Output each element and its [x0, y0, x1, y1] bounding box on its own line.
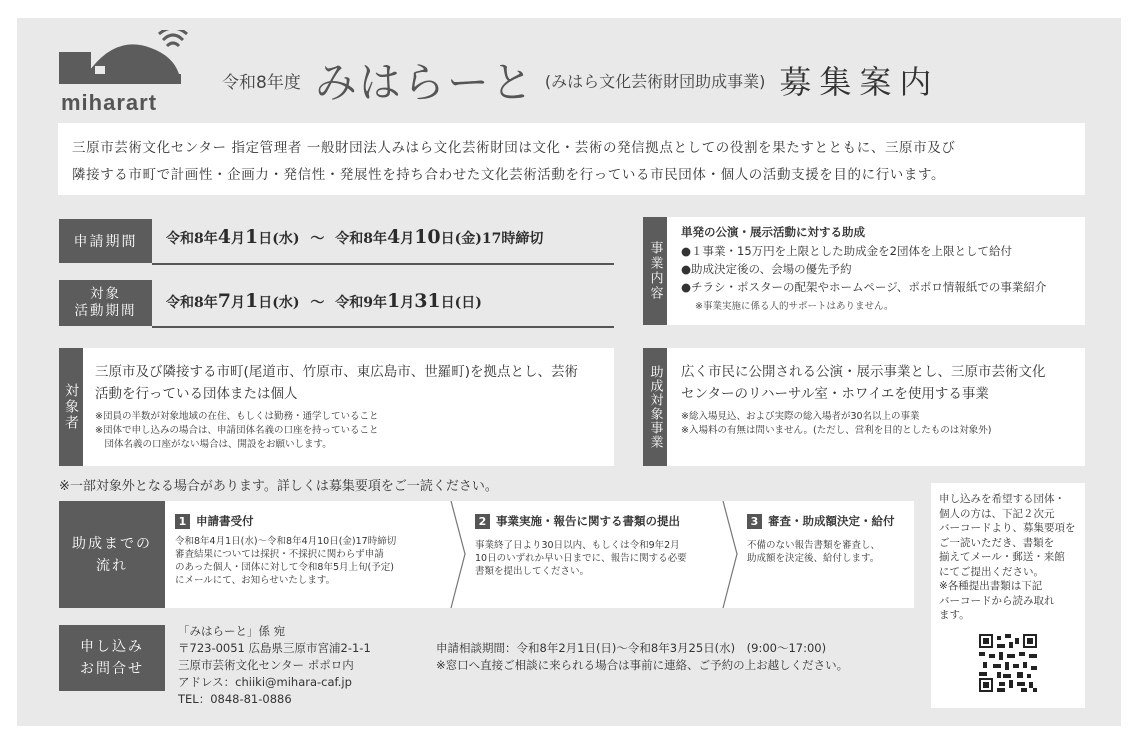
act-start-prefix: 令和8年 — [166, 295, 218, 311]
logo-building-icon — [55, 30, 195, 94]
sidebar-line-7: ※各種提出書類は下記 — [939, 580, 1043, 592]
flow-label — [59, 501, 165, 608]
target-label-text: 対象者 — [63, 383, 79, 431]
app-end-day: 10 — [414, 226, 441, 248]
step-2-line-3: 書類を提出してください。 — [475, 566, 590, 577]
consultation-period: 申請相談期間：令和8年2月1日(日)～令和8年3月25日(水) (9:00～17:00) — [436, 641, 827, 655]
sidebar-line-5: 揃えてメール・郵送・来館 — [939, 551, 1065, 563]
flow-step-1 — [175, 513, 450, 587]
target-main-2: 活動を行っている団体または個人 — [95, 386, 298, 402]
application-period-dates — [166, 226, 543, 248]
sidebar-line-9: ます。 — [939, 609, 970, 621]
act-end-day: 31 — [414, 290, 441, 312]
act-start-day: 1 — [244, 290, 259, 312]
title-row — [222, 50, 1102, 110]
target-note-2: ※団体で申し込みの場合は、申請団体名義の口座を持っていること — [95, 425, 379, 436]
target-business-note-1: ※総入場見込、および実際の総入場者が30名以上の事業 — [681, 411, 920, 422]
intro-line-1: 三原市芸術文化センター 指定管理者 一般財団法人みはら文化芸術財団は文化・芸術の発信拠点としての役割を果たすとともに、三原市及び — [72, 140, 956, 156]
intro-line-2: 隣接する市町で計画性・企画力・発信性・発展性を持ち合わせた文化芸術活動を行っている市民団体・個人の活動支援を目的に行います。 — [72, 167, 946, 183]
business-box — [667, 217, 1085, 325]
app-end-prefix: 令和8年 — [335, 231, 387, 247]
target-business-main-1: 広く市民に公開される公演・展示事業とし、三原市芸術文化 — [681, 364, 1046, 380]
app-start-day: 1 — [244, 226, 259, 248]
activity-label-line-2: 活動期間 — [74, 303, 137, 319]
app-separator: ～ — [310, 231, 325, 247]
flow-step-2 — [475, 513, 720, 578]
app-end-month: 4 — [386, 226, 401, 248]
act-start-suffix: 日(水) — [258, 295, 300, 311]
logo-text: miharart — [61, 90, 158, 115]
step-3-line-1: 不備のない報告書類を審査し、 — [747, 540, 881, 551]
contact-label-line-2: お問合せ — [80, 661, 144, 677]
business-note: ※事業実施に係る人的サポートはありません。 — [695, 301, 894, 312]
business-item-1: ●１事業・15万円を上限とした助成金を2団体を上限として給付 — [681, 244, 1012, 258]
act-start-month-unit: 月 — [230, 295, 245, 311]
exclusion-warning: ※一部対象外となる場合があります。詳しくは募集要項をご一読ください。 — [59, 479, 498, 494]
step-2-number: 2 — [475, 514, 490, 529]
consultation-info — [436, 640, 848, 674]
contact-label — [59, 625, 165, 691]
step-2-line-2: 10日のいずれか早い日までに、報告に関する必要 — [475, 553, 687, 564]
step-2-title: 事業実施・報告に関する書類の提出 — [496, 514, 680, 528]
contact-line-3: 三原市芸術文化センター ポポロ内 — [178, 658, 354, 672]
sidebar-line-2: 個人の方は、下記２次元 — [939, 507, 1055, 520]
application-period-underline — [152, 263, 614, 265]
target-business-main-2: センターのリハーサル室・ホワイエを使用する事業 — [681, 386, 989, 402]
step-2-line-1: 事業終了日より30日以内、もしくは令和9年2月 — [475, 540, 680, 551]
qr-code-icon[interactable] — [979, 634, 1037, 692]
flow-label-line-2: 流れ — [96, 557, 128, 574]
intro-box — [58, 123, 1085, 195]
flow-box — [165, 501, 914, 608]
step-1-line-3: のあった個人・団体に対して令和8年5月上旬(予定) — [175, 562, 394, 573]
target-business-label — [643, 348, 667, 466]
act-separator: ～ — [310, 295, 325, 311]
target-main-1: 三原市及び隣接する市町(尾道市、竹原市、東広島市、世羅町)を拠点とし、芸術 — [95, 364, 579, 380]
step-1-line-2: 審査結果については採択・不採択に関わらず申請 — [175, 549, 384, 560]
app-start-prefix: 令和8年 — [166, 231, 218, 247]
act-end-prefix: 令和9年 — [335, 295, 387, 311]
target-business-note-2: ※入場料の有無は問いません。(ただし、営利を目的としたものは対象外) — [681, 425, 992, 436]
application-period-label: 申請期間 — [59, 219, 152, 263]
step-1-number: 1 — [175, 514, 190, 529]
business-label-text: 事業内容 — [647, 241, 663, 301]
contact-email: アドレス：chiiki@mihara-caf.jp — [178, 675, 352, 689]
target-box — [83, 348, 614, 466]
sidebar-box — [931, 483, 1085, 708]
sidebar-line-3: バーコードより、募集要項を — [939, 522, 1076, 534]
contact-line-2: 〒723-0051 広島県三原市宮浦2-1-1 — [178, 641, 371, 655]
contact-tel: TEL：0848-81-0886 — [178, 692, 292, 706]
sidebar-line-4: ご一読いただき、書類を — [939, 536, 1055, 549]
business-item-2: ●助成決定後の、会場の優先予約 — [681, 262, 852, 276]
step-3-number: 3 — [747, 514, 762, 529]
app-end-suffix: 日(金)17時締切 — [440, 231, 544, 247]
act-start-month: 7 — [217, 290, 231, 312]
contact-label-line-1: 申し込み — [80, 639, 144, 655]
consultation-note: ※窓口へ直接ご相談に来られる場合は事前に連絡、ご予約の上お越しください。 — [436, 658, 849, 672]
business-label — [643, 217, 667, 325]
miharart-logo — [55, 30, 195, 120]
app-start-suffix: 日(水) — [258, 231, 300, 247]
contact-line-1: 「みはらーと」係 宛 — [178, 624, 286, 638]
app-end-month-unit: 月 — [400, 231, 415, 247]
activity-period-underline — [152, 326, 614, 328]
act-end-month: 1 — [386, 290, 401, 312]
fiscal-year: 令和8年度 — [222, 72, 301, 93]
step-1-line-1: 令和8年4月1日(水)～令和8年4月10日(金)17時締切 — [175, 536, 397, 547]
target-business-box — [667, 348, 1085, 466]
app-start-month: 4 — [217, 226, 231, 248]
brand-name: みはらーと — [314, 58, 535, 107]
activity-label-line-1: 対象 — [90, 286, 121, 302]
target-note-3: 団体名義の口座がない場合は、開設をお願いします。 — [95, 439, 332, 450]
activity-period-dates — [166, 290, 482, 312]
page-title: 募集案内 — [779, 63, 940, 101]
sidebar-line-1: 申し込みを希望する団体・ — [939, 493, 1065, 505]
activity-period-label — [59, 280, 152, 326]
step-3-line-2: 助成額を決定後、給付します。 — [747, 553, 880, 564]
business-heading: 単発の公演・展示活動に対する助成 — [681, 225, 865, 239]
business-item-3: ●チラシ・ポスターの配架やホームページ、ポポロ情報紙での事業紹介 — [681, 280, 1047, 294]
sidebar-line-6: にてご提出ください。 — [939, 565, 1044, 578]
step-1-line-4: にメールにて、お知らせいたします。 — [175, 575, 336, 586]
flow-label-line-1: 助成までの — [72, 535, 152, 552]
brand-subtitle: (みはら文化芸術財団助成事業) — [544, 71, 766, 91]
app-start-month-unit: 月 — [230, 231, 245, 247]
step-1-title: 申請書受付 — [196, 514, 254, 528]
contact-address — [178, 623, 371, 708]
target-label — [59, 348, 83, 466]
step-3-title: 審査・助成額決定・給付 — [768, 514, 895, 528]
target-note-1: ※団員の半数が対象地域の在住、もしくは勤務・通学していること — [95, 411, 379, 422]
target-business-label-text: 助成対象事業 — [647, 365, 663, 449]
sidebar-text — [939, 492, 1076, 623]
flow-step-3 — [747, 513, 912, 565]
sidebar-line-8: バーコードから読み取れ — [939, 594, 1055, 607]
act-end-suffix: 日(日) — [440, 295, 482, 311]
act-end-month-unit: 月 — [400, 295, 415, 311]
